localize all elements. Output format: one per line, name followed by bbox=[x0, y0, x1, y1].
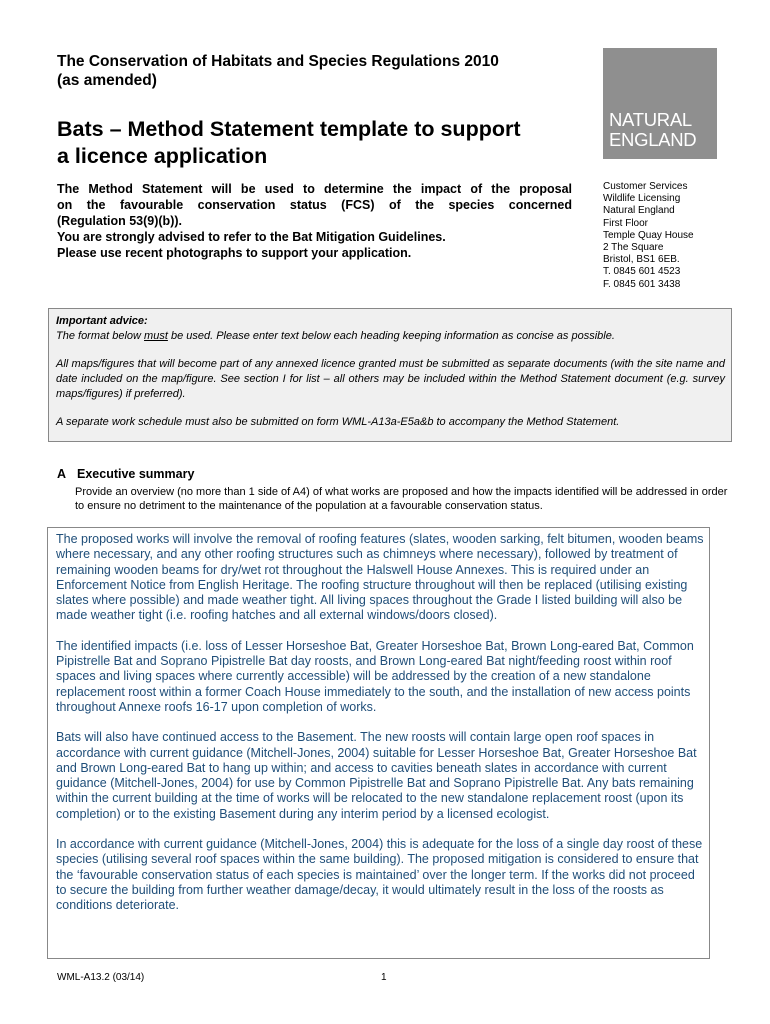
answer-paragraph: In accordance with current guidance (Mitchell-Jones, 2004) this is adequate for the loss of a single day roost of these species (utilising several roof spaces within the same building). The proposed mitigation is considered to ensure that the ‘favourable conservation status of each species is maintained’ over the longer term. If the works did not proceed to secure the building from further weather damage/decay, it would ultimately result in the loss of the roosts as conditions deteriorate. bbox=[56, 837, 703, 913]
answer-paragraph: The identified impacts (i.e. loss of Lesser Horseshoe Bat, Greater Horseshoe Bat, Brown Long-eared Bat, Common Pipistrelle Bat and Soprano Pipistrelle Bat day roosts, and Brown Long-eared Bat night/feeding roost within roof spaces and living spaces where currently accessible) will be addressed by the creation of a new standalone replacement roost within a former Coach House immediately to the south, and the installation of new access points throughout Annexe roofs 16-17 upon completion of works. bbox=[56, 638, 694, 714]
regulation-title-line2: (as amended) bbox=[57, 72, 157, 89]
regulation-title bbox=[57, 52, 577, 90]
form-id: WML-A13.2 (03/14) bbox=[57, 972, 145, 983]
section-a-description: Provide an overview (no more than 1 side of A4) of what works are proposed and how the impacts identified will be addressed in order to ensure no detriment to the maintenance of the population at a favourable conservation status. bbox=[75, 486, 728, 512]
answer-paragraph: Bats will also have continued access to the Basement. The new roosts will contain large open roof spaces in accordance with current guidance (Mitchell-Jones, 2004) suitable for Lesser Horseshoe Bat, Greater Horseshoe Bat and Brown Long-eared Bat to hang up within; and access to cavities beneath slates in accordance with current guidance (Mitchell-Jones, 2004) for use by Common Pipistrelle Bat and Soprano Pipistrelle Bat. Any bats remaining within the current building at the time of works will be relocated to the new standalone replacement roost (upon its completion) or to the existing Basement during any interim period by a licensed ecologist. bbox=[56, 730, 697, 821]
advice-emphasis: must bbox=[144, 330, 168, 342]
important-advice-box bbox=[48, 308, 732, 442]
address-line: 2 The Square bbox=[603, 242, 664, 254]
document-title bbox=[57, 116, 577, 170]
advice-heading: Important advice: bbox=[56, 315, 148, 327]
address-line: First Floor bbox=[603, 217, 648, 229]
intro-line1: The Method Statement will be used to determine the impact of the proposal bbox=[57, 182, 572, 196]
intro-statement bbox=[57, 181, 572, 261]
address-line: Bristol, BS1 6EB. bbox=[603, 254, 680, 266]
section-title: Executive summary bbox=[77, 467, 195, 481]
address-line: Temple Quay House bbox=[603, 229, 694, 241]
address-line: Customer Services bbox=[603, 181, 688, 192]
logo-line2: ENGLAND bbox=[609, 129, 697, 150]
natural-england-logo bbox=[603, 48, 717, 159]
answer-paragraph: The proposed works will involve the removal of roofing features (slates, wooden sarking, felt bitumen, wooden beams where necessary, and any other roofing structures such as chimneys where necessary), followed by treatment of remaining wooden beams for dry/wet rot throughout the Halswell House Annexes. This is required under an Enforcement Notice from English Heritage. The roofing structure throughout will then be replaced (utilising existing slates where possible) and made weather tight. All living spaces throughout the Grade I listed building will also be made weather tight (i.e. roofing hatches and all external windows/doors closed). bbox=[56, 532, 704, 623]
intro-line2: on the favourable conservation status (FCS) of the species concerned bbox=[57, 198, 572, 212]
advice-paragraph-3: A separate work schedule must also be submitted on form WML-A13a-E5a&b to accompany the Method Statement. bbox=[56, 416, 620, 428]
advice-paragraph-1: The format below must be used. Please enter text below each heading keeping information as concise as possible. bbox=[56, 330, 615, 342]
logo-line1: NATURAL bbox=[609, 109, 692, 130]
intro-line4: You are strongly advised to refer to the Bat Mitigation Guidelines. bbox=[57, 230, 446, 244]
address-line: F. 0845 601 3438 bbox=[603, 278, 681, 290]
section-a-heading bbox=[57, 467, 194, 481]
document-title-line2: a licence application bbox=[57, 144, 268, 168]
page-number: 1 bbox=[381, 972, 387, 983]
section-letter: A bbox=[57, 467, 67, 481]
intro-line5: Please use recent photographs to support your application. bbox=[57, 246, 412, 260]
address-line: T. 0845 601 4523 bbox=[603, 266, 681, 278]
regulation-title-line1: The Conservation of Habitats and Species Regulations 2010 bbox=[57, 53, 499, 70]
advice-paragraph-2: All maps/figures that will become part of any annexed licence granted must be submitted as separate documents (with the site name and date included on the map/figure. See section I for list – all others may be included within the Method Statement document (e.g. survey maps/figures) if preferred). bbox=[56, 358, 725, 400]
address-line: Wildlife Licensing bbox=[603, 193, 681, 205]
document-title-line1: Bats – Method Statement template to support bbox=[57, 117, 521, 141]
address-line: Natural England bbox=[603, 205, 675, 217]
intro-line3: (Regulation 53(9)(b)). bbox=[57, 214, 182, 228]
executive-summary-field[interactable] bbox=[47, 527, 710, 959]
contact-address bbox=[603, 181, 743, 291]
